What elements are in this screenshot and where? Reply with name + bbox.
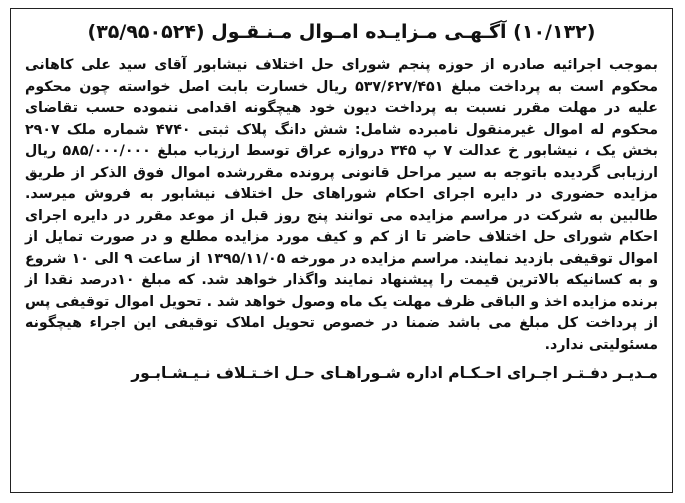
notice-signature: مـدیـر دفـتـر اجـرای احـکـام اداره شـوراهـای حـل اخـتـلاف نـیـشـابـور (131, 364, 658, 382)
notice-title: (۱۰/۱۳۲) آگـهـی مـزایـده امـوال مـنـقـول (۳۵/۹۵۰۵۲۴) (87, 21, 596, 43)
auction-notice (10, 8, 673, 493)
notice-body: بموجب اجرائیه صادره از حوزه پنجم شورای حل اختلاف نیشابور آقای سید علی کاهانی محکوم است به پرداخت مبلغ ۵۳۷/۶۲۷/۴۵۱ ریال خسارت بابت اصل خواسته چون محکوم علیه در مهلت مقرر نسبت به پرداخت دیون خود هیچگونه اقدامی ننموده حسب تقاضای محکوم له اموال غیرمنقول نامبرده شامل: شش دانگ پلاک ثبتی ۴۷۴۰ شماره ملک ۲۹۰۷ بخش یک ، نیشابور خ عدالت ۷ پ ۳۴۵ دروازه عراق توسط ارزیاب مبلغ ۵۸۵/۰۰۰/۰۰۰ ریال ارزیابی گردیده باتوجه به سیر مراحل قانونی پرونده مقررشده اموال فوق الذکر از طریق مزایده حضوری در دایره اجرای احکام شوراهای حل اختلاف نیشابور به فروش میرسد. طالبین به شرکت در مراسم مزایده می توانند پنج روز قبل از موعد مقرر در دایره اجرای احکام شورای حل اختلاف حاضر تا از کم و کیف مورد مزایده مطلع و در صورت تمایل از اموال توقیفی بازدید نمایند. مراسم مزایده در مورخه ۱۳۹۵/۱۱/۰۵ از ساعت ۹ الی ۱۰ شروع و به کسانیکه بالاترین قیمت را پیشنهاد نمایند واگذار خواهد شد. که مبلغ ۱۰درصد نقدا از برنده مزایده اخذ و الباقی ظرف مهلت یک ماه وصول خواهد شد . تحویل اموال توقیفی پس از پرداخت کل مبلغ می باشد ضمنا در خصوص تحویل املاک توقیفی این اجراء هیچگونه مسئولیتی ندارد. (25, 57, 659, 353)
